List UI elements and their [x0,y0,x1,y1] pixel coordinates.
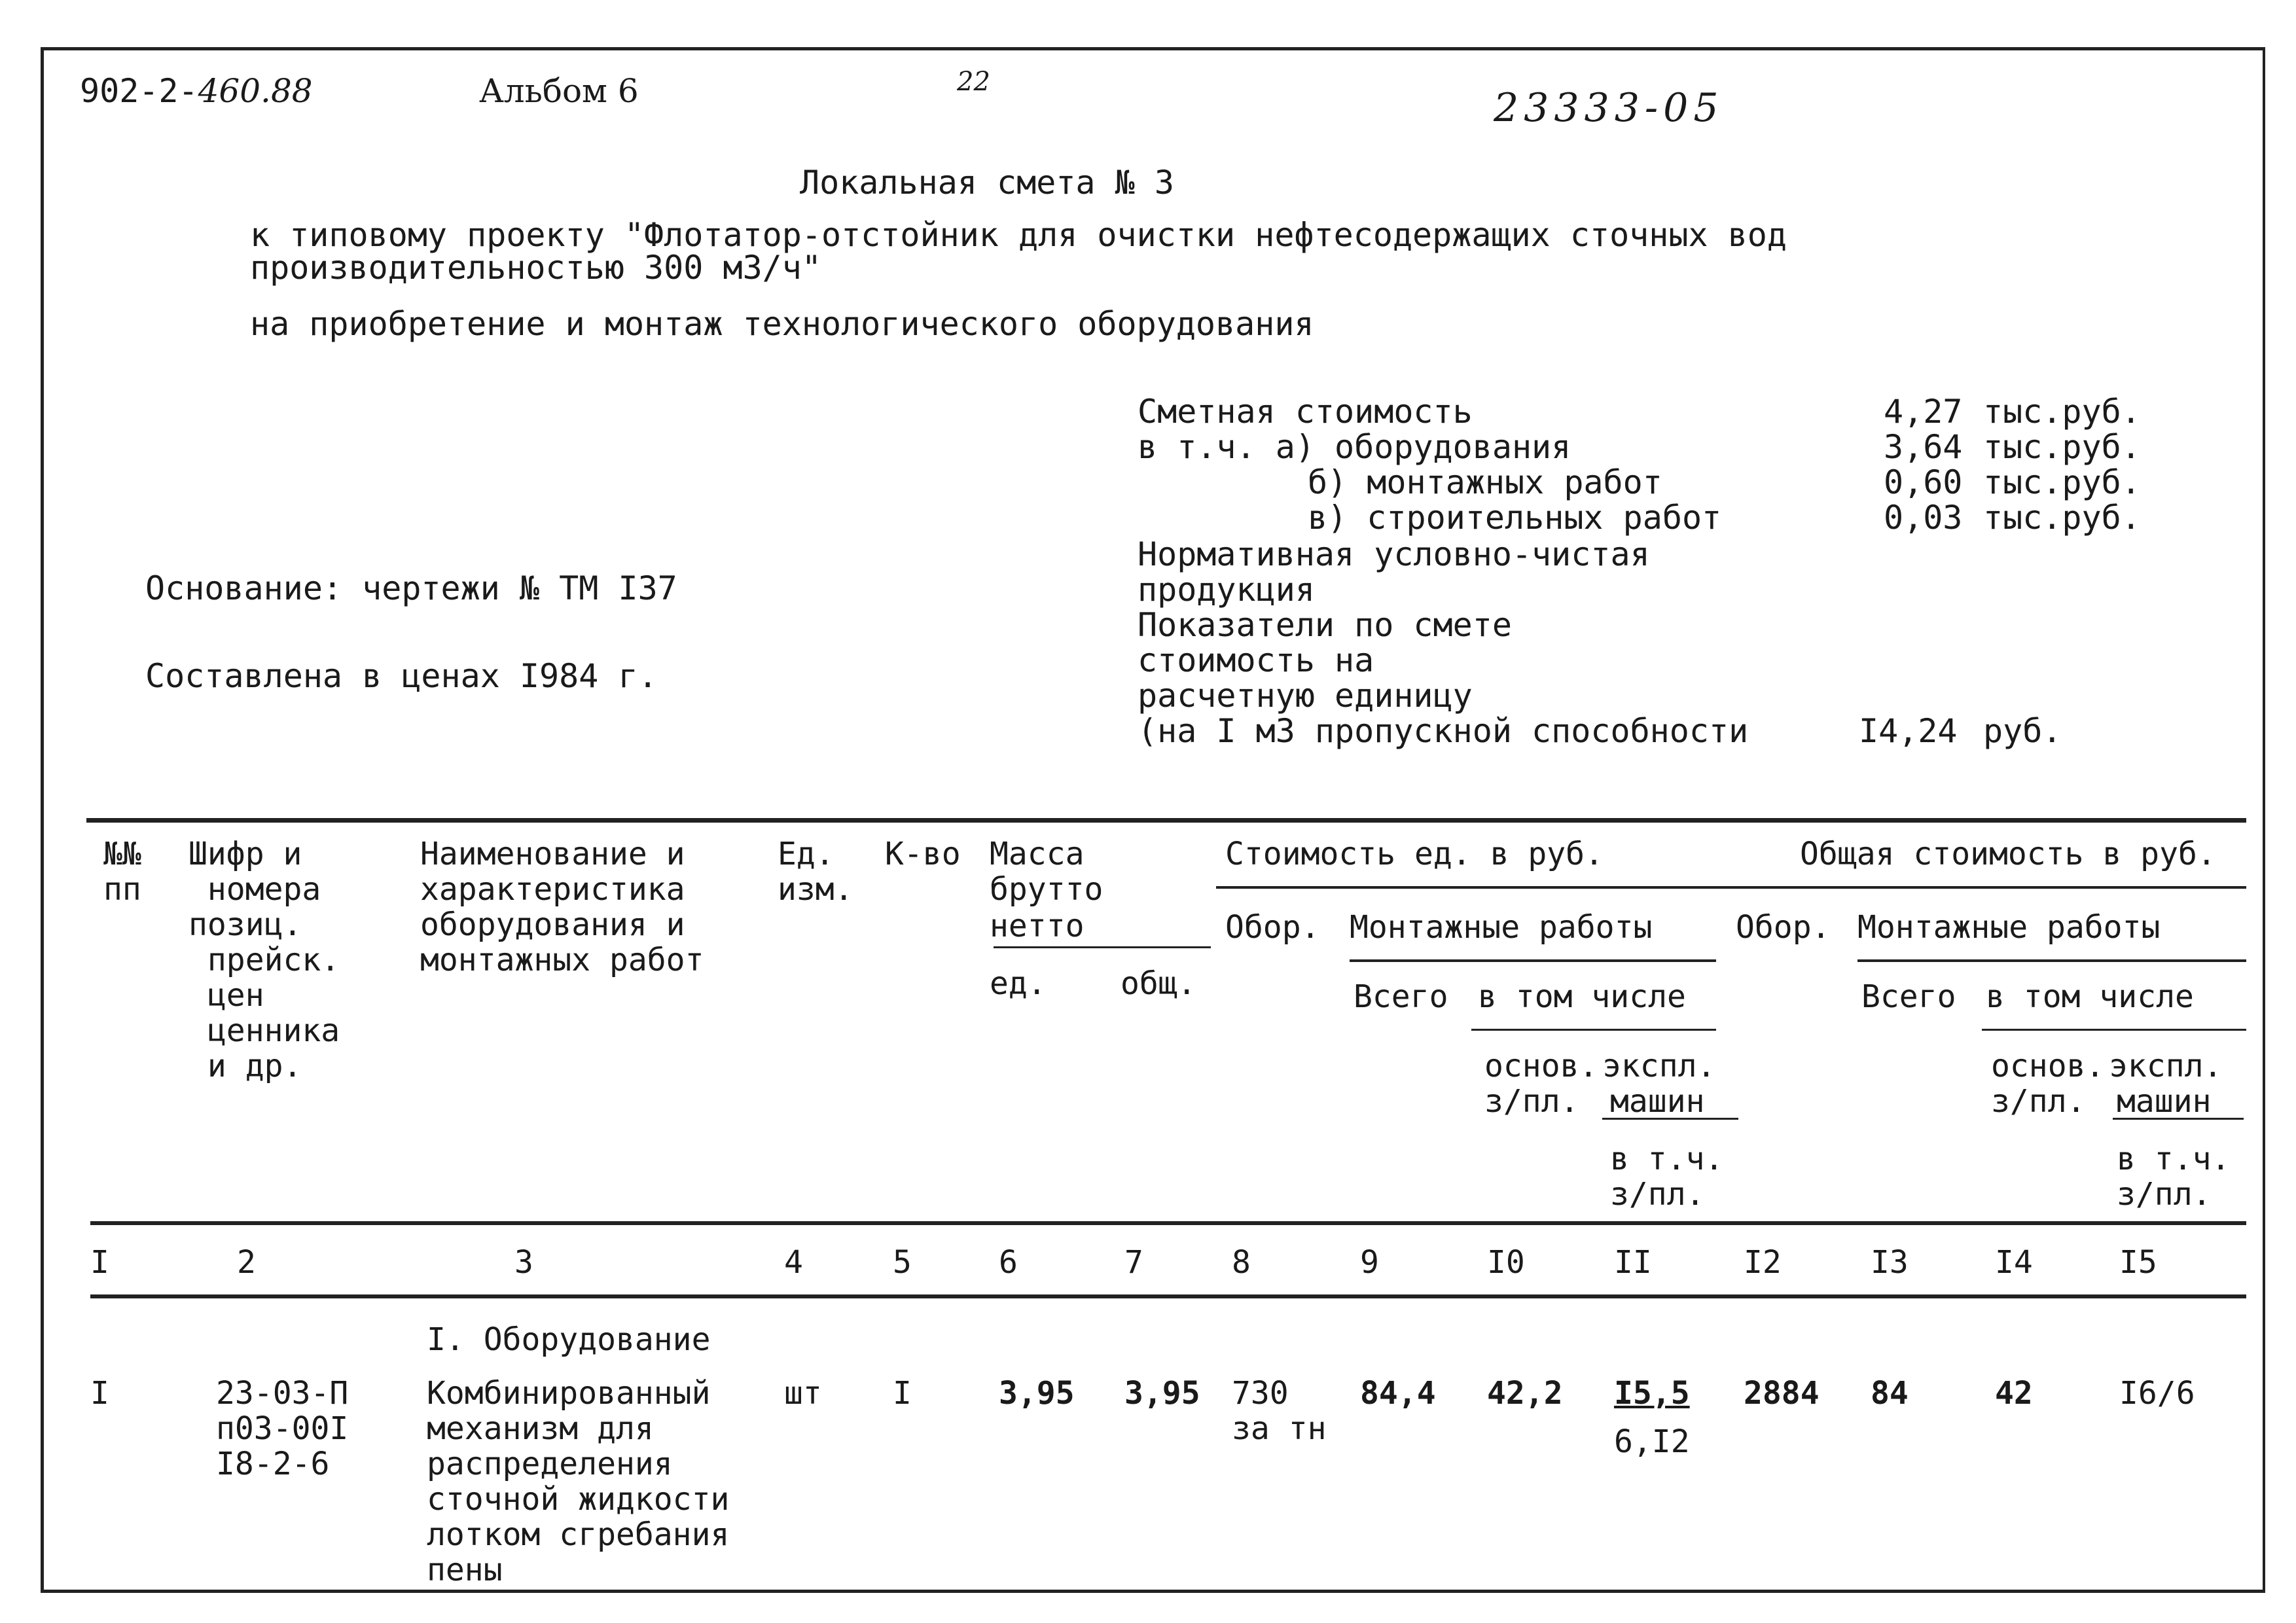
col-number-13: I3 [1871,1244,1909,1281]
header-unit-all: Всего [1354,978,1448,1015]
header-netto: нетто [990,908,1085,944]
header-total-machine-op: экспл. [2109,1048,2223,1084]
unit-cost-value: I4,24 [1859,712,1958,750]
subtitle-line-1: к типовому проекту "Флотатор-отстойник для очистки нефтесодержащих сточных вод [250,216,1787,254]
header-mass-total: общ. [1121,965,1196,1002]
basis-drawings: Основание: чертежи № ТМ I37 [145,569,677,607]
subtitle-line-3: на приобретение и монтаж технологического оборудования [250,305,1314,343]
row-code: 23-03-П п03-00I I8-2-6 [216,1375,349,1482]
section-title: I. Оборудование [427,1321,711,1358]
row-install-total: 84,4 [1360,1375,1436,1412]
total-including-rule [1982,1029,2246,1031]
header-mass: Масса [990,836,1085,872]
construction-unit: тыс.руб. [1983,499,2141,537]
equipment-unit: тыс.руб. [1983,428,2141,466]
col-number-11: II [1614,1244,1652,1281]
col-number-4: 4 [784,1244,803,1281]
col-number-12: I2 [1744,1244,1782,1281]
header-unit-machine-op: экспл. [1602,1048,1716,1084]
row-equip-price: 730 [1232,1375,1289,1412]
col-number-10: I0 [1487,1244,1525,1281]
indicators-line-2: стоимость на [1138,641,1374,679]
header-total-equip: Обор. [1736,909,1831,946]
installation-value: 0,60 [1884,463,1963,501]
page-number: 22 [957,67,990,97]
construction-value: 0,03 [1884,499,1963,537]
row-num: I [90,1375,109,1412]
header-name: Наименование и характеристика оборудования и монтажных работ [420,836,704,978]
unit-cost-unit: руб. [1983,712,2062,750]
col-number-7: 7 [1124,1244,1143,1281]
header-qty: К-во [885,836,961,872]
equipment-value: 3,64 [1884,428,1963,466]
header-total-cost-group: Общая стоимость в руб. [1800,836,2216,872]
col-number-2: 2 [237,1244,256,1281]
header-total-including: в том числе [1986,978,2194,1015]
unit-including-rule [1471,1029,1716,1031]
col-number-1: I [90,1244,109,1281]
header-bottom-rule [90,1221,2246,1225]
normative-line-2: продукция [1138,571,1315,609]
equipment-label: в т.ч. а) оборудования [1138,428,1571,466]
header-total-machines: машин [2117,1083,2212,1120]
header-unit-equip: Обор. [1225,909,1320,946]
row-total-base-wage: 42 [1995,1375,2033,1412]
subtitle-line-2: производительностью 300 м3/ч" [250,249,821,287]
row-unit: шт [784,1375,822,1412]
col-number-15: I5 [2119,1244,2157,1281]
header-unit-incl-wage: в т.ч. з/пл. [1610,1141,1724,1213]
installation-label: б) монтажных работ [1308,463,1662,501]
row-qty: I [893,1375,912,1412]
header-brutto: брутто [990,871,1103,908]
col-number-8: 8 [1232,1244,1251,1281]
unit-install-rule [1350,959,1716,962]
header-unit-including: в том числе [1478,978,1686,1015]
project-code: 902-2-460.88 [80,72,313,110]
col-number-14: I4 [1995,1244,2033,1281]
installation-unit: тыс.руб. [1983,463,2141,501]
row-equip-price-note: за тн [1232,1410,1327,1447]
netto-rule [994,946,1211,948]
header-unit-cost-group: Стоимость ед. в руб. [1225,836,1604,872]
row-machine-op: I5,5 [1614,1375,1690,1412]
row-name: Комбинированный механизм для распределения сточной жидкости лотком сгребания пены [427,1375,730,1588]
row-total-install: 84 [1871,1375,1909,1412]
header-unit-install: Монтажные работы [1350,909,1653,946]
cost-group-rule [1216,886,2246,889]
column-numbers-rule [90,1294,2246,1298]
row-total-machine: I6/6 [2119,1375,2195,1412]
header-mass-unit: ед. [990,965,1047,1002]
header-total-incl-wage: в т.ч. з/пл. [2117,1141,2231,1213]
construction-label: в) строительных работ [1308,499,1722,537]
estimated-cost-value: 4,27 [1884,393,1963,431]
indicators-line-1: Показатели по смете [1138,606,1512,644]
header-total-all: Всего [1861,978,1956,1015]
indicators-line-3: расчетную единицу [1138,677,1473,715]
col-number-6: 6 [999,1244,1018,1281]
estimated-cost-label: Сметная стоимость [1138,393,1473,431]
estimated-cost-unit: тыс.руб. [1983,393,2141,431]
row-mass-unit: 3,95 [999,1375,1075,1412]
total-install-rule [1857,959,2246,962]
row-total-equip: 2884 [1744,1375,1820,1412]
header-unit-base-wage: основ. з/пл. [1484,1048,1598,1120]
header-num: №№ пп [103,836,141,908]
header-unit: Ед. изм. [778,836,853,908]
row-base-wage: 42,2 [1487,1375,1563,1412]
header-total-base-wage: основ. з/пл. [1991,1048,2105,1120]
document-title: Локальная смета № 3 [800,164,1174,202]
album-label: Альбом 6 [479,72,639,110]
header-unit-machines: машин [1610,1083,1705,1120]
normative-line-1: Нормативная условно-чистая [1138,535,1650,573]
basis-prices: Составлена в ценах I984 г. [145,657,658,695]
indicators-line-4: (на I м3 пропускной способности [1138,712,1749,750]
row-machine-wage: 6,I2 [1614,1423,1690,1460]
col-number-3: 3 [514,1244,533,1281]
header-code: Шифр и номера позиц. прейск. цен ценника и др. [188,836,340,1084]
sheet-code: 23333-05 [1494,85,1724,131]
col-number-9: 9 [1360,1244,1379,1281]
col-number-5: 5 [893,1244,912,1281]
row-mass-total: 3,95 [1124,1375,1200,1412]
table-top-rule [86,818,2246,823]
header-total-install: Монтажные работы [1857,909,2161,946]
